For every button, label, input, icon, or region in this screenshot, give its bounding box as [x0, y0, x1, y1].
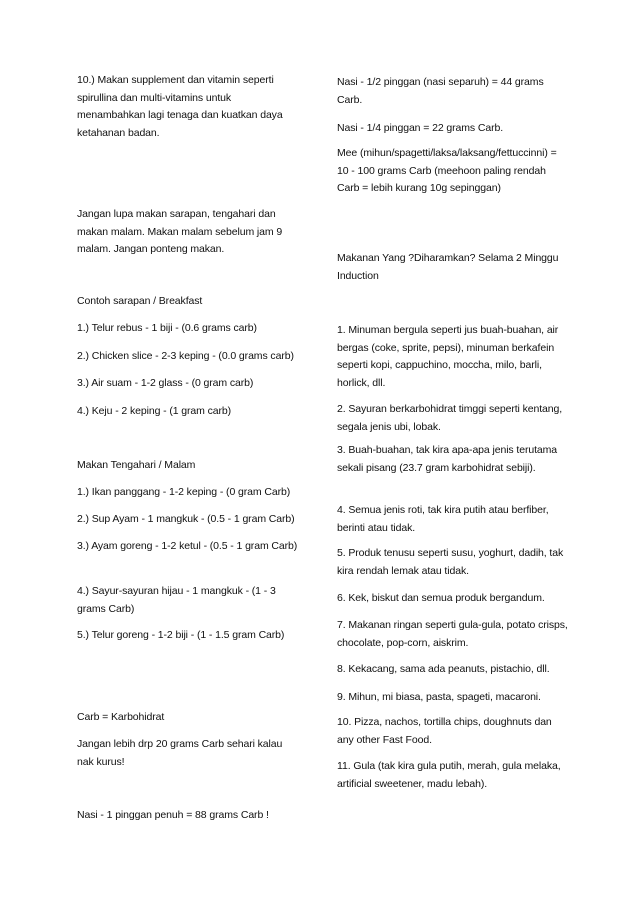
- forbidden-item-9: 9. Mihun, mi biasa, pasta, spageti, macaroni.: [337, 691, 541, 703]
- heading-breakfast: Contoh sarapan / Breakfast: [77, 295, 203, 307]
- breakfast-item-2: 2.) Chicken slice - 2-3 keping - (0.0 grams carb): [77, 350, 294, 362]
- heading-forbidden-foods: Makanan Yang ?Diharamkan? Selama 2 Minggu Induction: [337, 252, 559, 282]
- paragraph-supplement: 10.) Makan supplement dan vitamin seperti spirullina dan multi-vitamins untuk menambahkan lagi tenaga dan kuatkan daya ketahanan badan.: [77, 74, 283, 139]
- forbidden-item-3: 3. Buah-buahan, tak kira apa-apa jenis terutama sekali pisang (23.7 gram karbohidrat sebiji).: [337, 444, 558, 474]
- forbidden-item-1: 1. Minuman bergula seperti jus buah-buahan, air bergas (coke, sprite, pepsi), minuman berkafein seperti kopi, cappuchino, moccha, milo, barli, horlick, dll.: [337, 324, 559, 389]
- heading-lunch-dinner: Makan Tengahari / Malam: [77, 459, 196, 471]
- forbidden-item-7: 7. Makanan ringan seperti gula-gula, potato crisps, chocolate, pop-corn, aiskrim.: [337, 619, 568, 649]
- carb-definition: Carb = Karbohidrat: [77, 711, 165, 723]
- paragraph-meal-reminder: Jangan lupa makan sarapan, tengahari dan makan malam. Makan malam sebelum jam 9 malam. Jangan ponteng makan.: [77, 208, 283, 255]
- forbidden-item-11: 11. Gula (tak kira gula putih, merah, gula melaka, artificial sweetener, madu lebah).: [337, 760, 561, 790]
- left-column: [77, 0, 299, 903]
- right-column: [337, 0, 569, 903]
- rice-full-plate: Nasi - 1 pinggan penuh = 88 grams Carb !: [77, 809, 269, 821]
- forbidden-item-4: 4. Semua jenis roti, tak kira putih atau berfiber, berinti atau tidak.: [337, 504, 549, 534]
- carb-limit-note: Jangan lebih drp 20 grams Carb sehari kalau nak kurus!: [77, 738, 283, 768]
- forbidden-item-6: 6. Kek, biskut dan semua produk bergandum.: [337, 592, 545, 604]
- forbidden-item-8: 8. Kekacang, sama ada peanuts, pistachio, dll.: [337, 663, 550, 675]
- lunch-dinner-item-2: 2.) Sup Ayam - 1 mangkuk - (0.5 - 1 gram Carb): [77, 513, 295, 525]
- lunch-dinner-item-1: 1.) Ikan panggang - 1-2 keping - (0 gram Carb): [77, 486, 291, 498]
- forbidden-item-5: 5. Produk tenusu seperti susu, yoghurt, dadih, tak kira rendah lemak atau tidak.: [337, 547, 564, 577]
- forbidden-item-2: 2. Sayuran berkarbohidrat timggi seperti kentang, segala jenis ubi, lobak.: [337, 403, 563, 433]
- lunch-dinner-item-5: 5.) Telur goreng - 1-2 biji - (1 - 1.5 gram Carb): [77, 629, 285, 641]
- rice-quarter-plate: Nasi - 1/4 pinggan = 22 grams Carb.: [337, 122, 504, 134]
- breakfast-item-4: 4.) Keju - 2 keping - (1 gram carb): [77, 405, 232, 417]
- noodle-carb-note: Mee (mihun/spagetti/laksa/laksang/fettuccinni) = 10 - 100 grams Carb (meehoon paling rendah Carb = lebih kurang 10g sepinggan): [337, 147, 557, 194]
- forbidden-item-10: 10. Pizza, nachos, tortilla chips, doughnuts dan any other Fast Food.: [337, 716, 552, 746]
- breakfast-item-1: 1.) Telur rebus - 1 biji - (0.6 grams carb): [77, 322, 257, 334]
- breakfast-item-3: 3.) Air suam - 1-2 glass - (0 gram carb): [77, 377, 254, 389]
- rice-half-plate: Nasi - 1/2 pinggan (nasi separuh) = 44 grams Carb.: [337, 76, 544, 106]
- lunch-dinner-item-3: 3.) Ayam goreng - 1-2 ketul - (0.5 - 1 gram Carb): [77, 540, 298, 552]
- lunch-dinner-item-4: 4.) Sayur-sayuran hijau - 1 mangkuk - (1 - 3 grams Carb): [77, 585, 276, 615]
